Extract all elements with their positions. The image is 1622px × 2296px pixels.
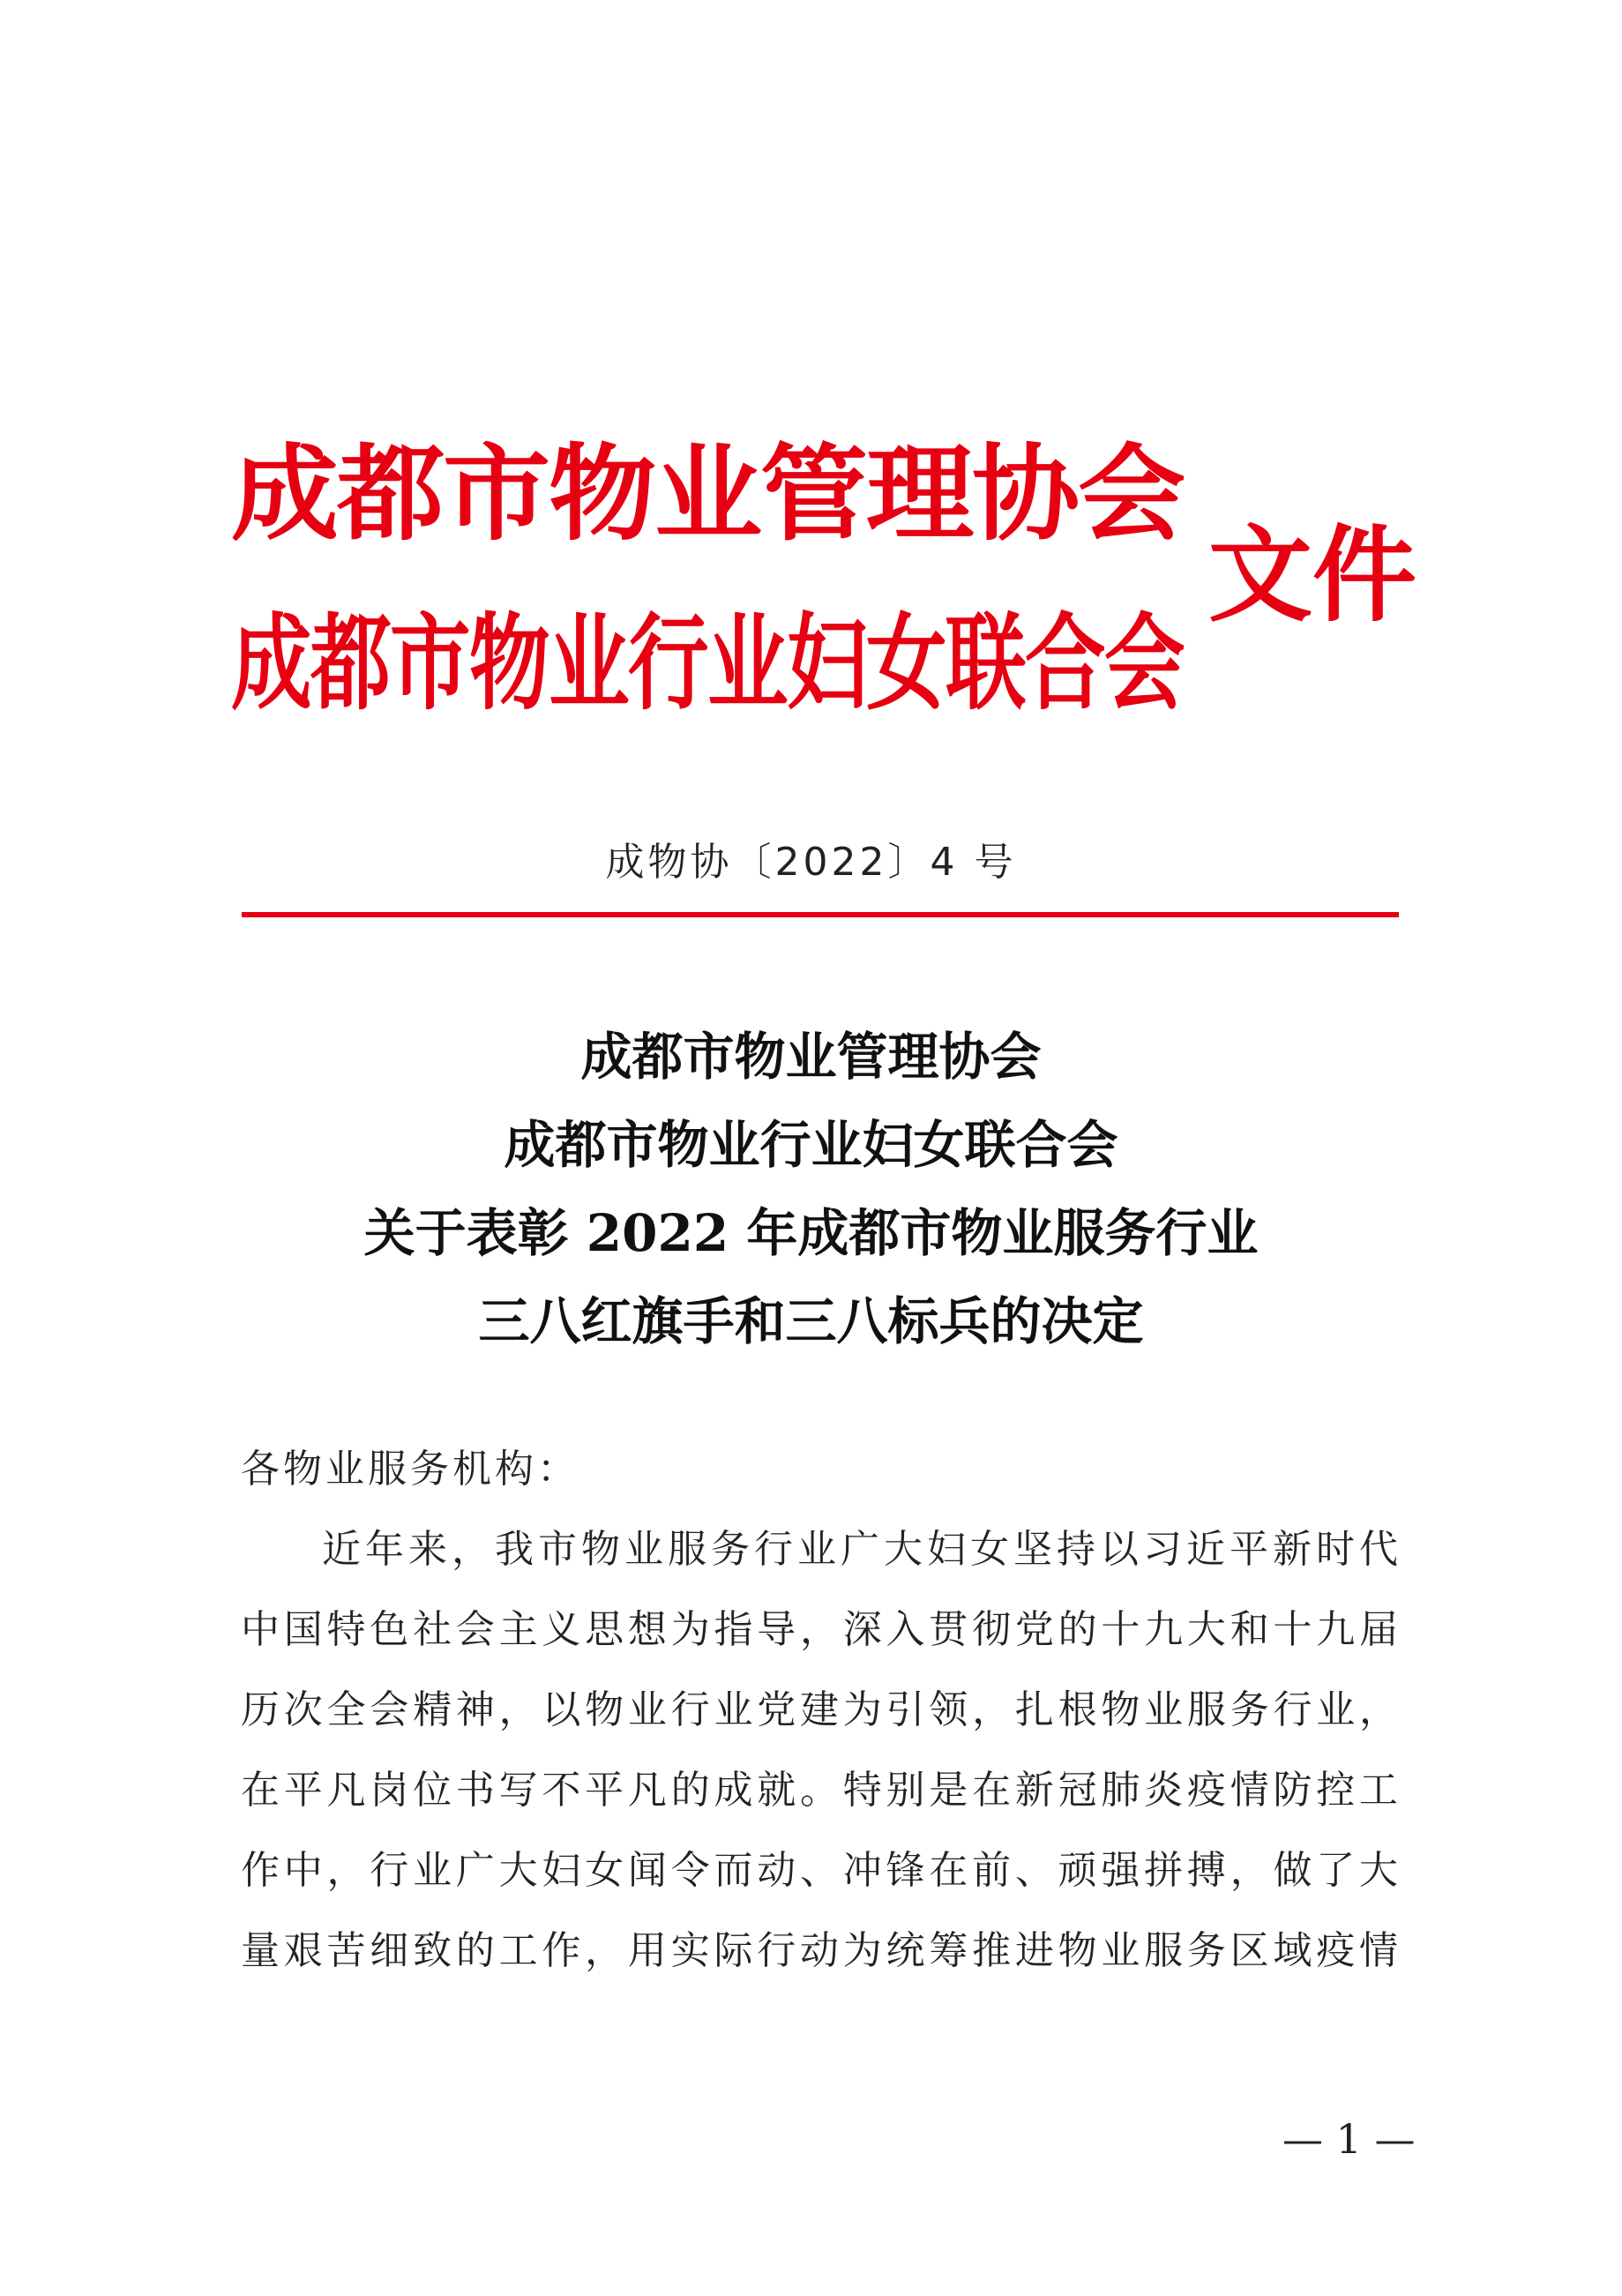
salutation: 各物业服务机构：: [241, 1447, 579, 1492]
body-line-6: 量艰苦细致的工作，用实际行动为统筹推进物业服务区域疫情: [241, 1928, 1398, 1973]
page-number: — 1 —: [1282, 2115, 1416, 2163]
title-line-3: 关于表彰 2022 年成都市物业服务行业: [363, 1203, 1259, 1263]
document-number: 成物协〔2022〕4 号: [605, 840, 1017, 885]
issuer-line-1: 成都市物业管理协会: [231, 432, 1185, 555]
issuer-line-2: 成都市物业行业妇女联合会: [231, 602, 1185, 724]
body-line-1: 近年来，我市物业服务行业广大妇女坚持以习近平新时代: [322, 1527, 1398, 1572]
body-line-2: 中国特色社会主义思想为指导，深入贯彻党的十九大和十九届: [241, 1607, 1398, 1652]
document-title: [0, 1013, 1622, 1365]
title-line-2: 成都市物业行业妇女联合会: [504, 1115, 1118, 1175]
body-line-4: 在平凡岗位书写不平凡的成就。特别是在新冠肺炎疫情防控工: [241, 1768, 1398, 1813]
document-label: 文件: [1208, 513, 1417, 636]
body-line-3: 历次全会精神，以物业行业党建为引领，扎根物业服务行业，: [241, 1687, 1398, 1732]
body-line-5: 作中，行业广大妇女闻令而动、冲锋在前、顽强拼搏，做了大: [241, 1848, 1398, 1893]
title-line-4: 三八红旗手和三八标兵的决定: [478, 1291, 1144, 1351]
red-divider: [242, 912, 1399, 917]
title-line-1: 成都市物业管理协会: [580, 1027, 1042, 1087]
